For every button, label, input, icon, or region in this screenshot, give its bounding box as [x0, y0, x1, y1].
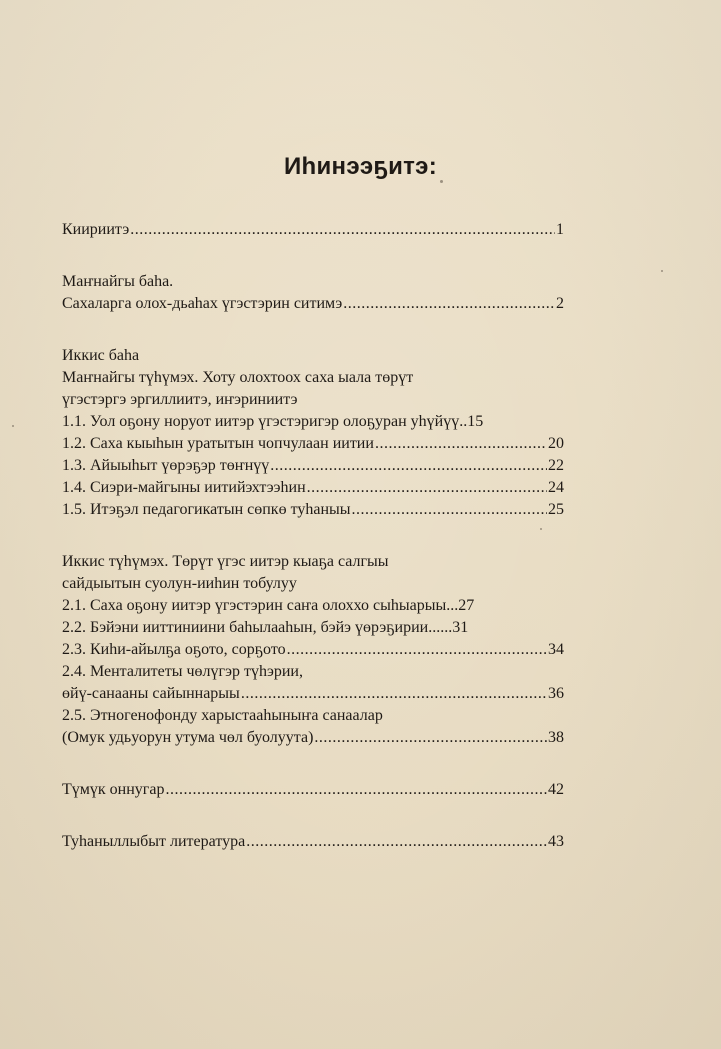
toc-page-number: 1: [556, 221, 564, 238]
toc-entry-label: Түмүк оннугар: [62, 781, 165, 798]
toc-entry: [62, 595, 564, 617]
toc-entry: [62, 455, 564, 477]
toc-entry-label: (Омук удьуорун утума чөл буолуута): [62, 729, 314, 746]
toc-entry: [62, 617, 564, 639]
toc-page-number: 34: [548, 641, 564, 658]
toc-leader-dots: [352, 499, 547, 521]
toc-entry-label: 2.3. Киhи-айылҕа оҕото, сорҕото: [62, 641, 286, 658]
toc-entry: [62, 499, 564, 521]
toc-entry-label: 2.1. Саха оҕону иитэр үгэстэрин саҥа олоххо сыhыарыы...: [62, 597, 459, 614]
toc-leader-dots: [270, 455, 547, 477]
toc-entry: [62, 639, 564, 661]
toc-section-heading: сайдыытын суолун-ииhин тобулуу: [62, 575, 297, 592]
toc-section-heading: Иккис баhа: [62, 347, 140, 364]
toc-page-number: 20: [548, 435, 564, 452]
toc-entry-intro: [62, 219, 564, 241]
toc-entry-line: 2.5. Этногенофонду харыстааhыныҥа санаалар: [62, 707, 383, 724]
toc-entry-label: 1.4. Сиэри-майгыны иитийэхтээhин: [62, 479, 306, 496]
paper-speck: [661, 270, 663, 272]
toc-entry: [62, 477, 564, 499]
toc-page-number: 2: [556, 295, 564, 312]
toc-page-number: 31: [452, 619, 469, 636]
toc-page-number: 43: [548, 833, 564, 850]
toc-leader-dots: [314, 727, 547, 749]
toc-entry-label: 1.1. Уол оҕону норуот иитэр үгэстэригэр олоҕуран уһүйүү..: [62, 413, 468, 430]
toc-entry: [62, 433, 564, 455]
paper-speck: [540, 528, 542, 530]
toc-leader-dots: [130, 219, 555, 241]
toc-leader-dots: [241, 683, 547, 705]
toc-entry-conclusion: [62, 779, 564, 801]
toc-entry-label: 1.5. Итэҕэл педагогикатын сөпкө туhаныы: [62, 501, 351, 518]
toc-page-number: 36: [548, 685, 564, 702]
toc-section-heading: Маҥнайгы баhа.: [62, 273, 174, 290]
paper-speck: [12, 425, 14, 427]
toc-leader-dots: [246, 831, 547, 853]
toc-entry: [62, 411, 564, 433]
toc-entry-literature: [62, 831, 564, 853]
toc-entry-line: 2.4. Менталитеты чөлүгэр түhэрии,: [62, 663, 303, 680]
toc-subsection-heading: үгэстэргэ эргиллиитэ, иҥэриниитэ: [62, 391, 298, 408]
toc-leader-dots: [165, 779, 547, 801]
toc-page-number: 22: [548, 457, 564, 474]
page-title: Иhинээҕитэ:: [283, 153, 438, 180]
toc-entry-label: 1.3. Айыыhыт үөрэҕэр төҥнүү: [62, 457, 270, 474]
toc-entry-label: 1.2. Саха кыыhын уратытын чопчулаан иитии: [62, 435, 374, 452]
toc-entry-label: өйү-санааны сайыннарыы: [62, 685, 240, 702]
toc-subsection-heading: Маҥнайгы түhүмэх. Хоту олохтоох саха ыала төрүт: [62, 369, 414, 386]
toc-page-number: 25: [548, 501, 564, 518]
toc-section-heading: Иккис түhүмэх. Төрүт үгэс иитэр кыаҕа салгыы: [62, 553, 389, 570]
toc-leader-dots: [375, 433, 547, 455]
toc-page-number: 24: [548, 479, 564, 496]
paper-speck: [88, 838, 90, 840]
toc-entry-label: 2.2. Бэйэни ииттиниини баhылааhын, бэйэ үөрэҕирии......: [62, 619, 453, 636]
paper-speck: [440, 180, 443, 183]
toc-leader-dots: [307, 477, 547, 499]
toc-entry: [62, 683, 564, 705]
toc-page-number: 15: [467, 413, 484, 430]
toc-entry: [62, 293, 564, 315]
toc-page-number: 38: [548, 729, 564, 746]
toc-leader-dots: [287, 639, 547, 661]
toc-page-number: 27: [458, 597, 475, 614]
toc-leader-dots: [343, 293, 555, 315]
toc-page-number: 42: [548, 781, 564, 798]
toc-entry-label: Киириитэ: [62, 221, 130, 238]
table-of-contents: [62, 219, 564, 853]
toc-entry-label: Сахаларга олох-дьаhах үгэстэрин ситимэ: [62, 295, 343, 312]
toc-entry-label: Туhаныллыбыт литература: [62, 833, 246, 850]
toc-entry: [62, 727, 564, 749]
